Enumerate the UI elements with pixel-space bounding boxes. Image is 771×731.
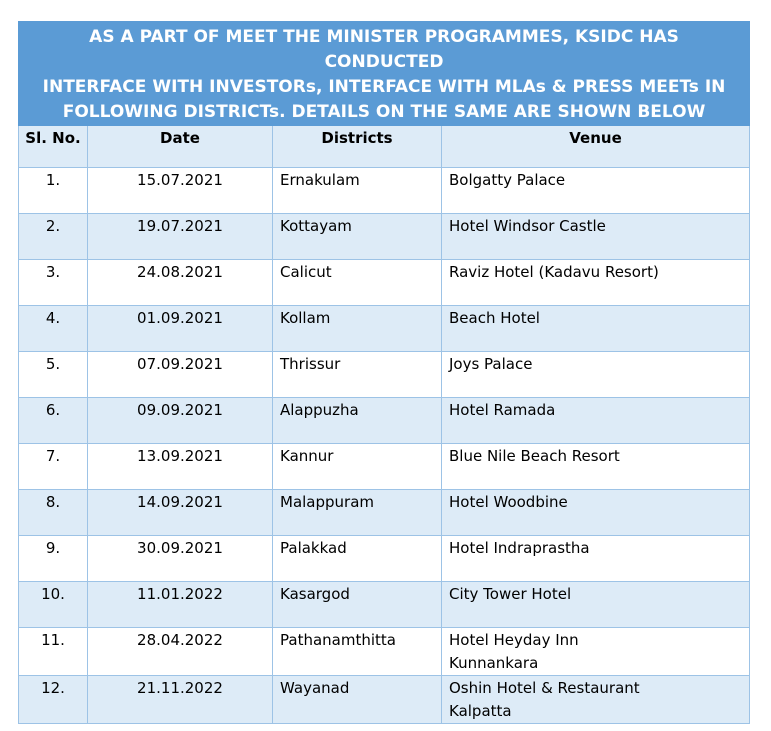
venue-line-1: Joys Palace — [449, 355, 533, 373]
sl-no-cell: 1. — [19, 168, 88, 214]
date-cell: 21.11.2022 — [88, 676, 273, 724]
sl-no-cell: 5. — [19, 352, 88, 398]
sl-no-cell: 10. — [19, 582, 88, 628]
sl-no-cell: 4. — [19, 306, 88, 352]
banner-line-1: AS A PART OF MEET THE MINISTER PROGRAMMES, KSIDC HAS CONDUCTED — [89, 27, 679, 72]
table-row — [19, 676, 750, 724]
date-cell: 19.07.2021 — [88, 214, 273, 260]
district-cell: Ernakulam — [273, 168, 442, 214]
venue-line-2: Kalpatta — [449, 702, 512, 720]
table-body — [19, 168, 750, 724]
sl-no-cell: 12. — [19, 676, 88, 724]
venue-cell — [442, 676, 750, 724]
header-row — [19, 126, 750, 168]
venue-line-1: Hotel Windsor Castle — [449, 217, 606, 235]
venue-line-1: Blue Nile Beach Resort — [449, 447, 620, 465]
banner-line-2: INTERFACE WITH INVESTORs, INTERFACE WITH MLAs & PRESS MEETs IN — [42, 77, 726, 97]
venue-cell — [442, 444, 750, 490]
district-cell: Pathanamthitta — [273, 628, 442, 676]
date-cell: 01.09.2021 — [88, 306, 273, 352]
date-cell: 11.01.2022 — [88, 582, 273, 628]
sl-no-cell: 3. — [19, 260, 88, 306]
district-cell: Kottayam — [273, 214, 442, 260]
date-cell: 28.04.2022 — [88, 628, 273, 676]
venue-line-1: Hotel Ramada — [449, 401, 556, 419]
venue-line-1: Hotel Heyday Inn — [449, 631, 579, 649]
venue-cell — [442, 490, 750, 536]
sl-no-cell: 7. — [19, 444, 88, 490]
district-cell: Alappuzha — [273, 398, 442, 444]
table-row — [19, 260, 750, 306]
district-cell: Malappuram — [273, 490, 442, 536]
district-cell: Calicut — [273, 260, 442, 306]
venue-cell — [442, 582, 750, 628]
venue-cell — [442, 306, 750, 352]
venue-line-1: Bolgatty Palace — [449, 171, 566, 189]
venue-line-1: Raviz Hotel (Kadavu Resort) — [449, 263, 659, 281]
district-cell: Wayanad — [273, 676, 442, 724]
district-cell: Kannur — [273, 444, 442, 490]
venue-line-1: Beach Hotel — [449, 309, 540, 327]
date-cell: 07.09.2021 — [88, 352, 273, 398]
table-row — [19, 214, 750, 260]
venue-cell — [442, 352, 750, 398]
table-row — [19, 536, 750, 582]
date-cell: 13.09.2021 — [88, 444, 273, 490]
venue-line-2: Kunnankara — [449, 654, 539, 672]
table-row — [19, 398, 750, 444]
sl-no-cell: 6. — [19, 398, 88, 444]
venue-line-1: Hotel Woodbine — [449, 493, 568, 511]
date-cell: 30.09.2021 — [88, 536, 273, 582]
table-row — [19, 582, 750, 628]
sl-no-cell: 11. — [19, 628, 88, 676]
meetings-table-container — [18, 21, 749, 724]
venue-cell — [442, 628, 750, 676]
table-row — [19, 168, 750, 214]
date-cell: 14.09.2021 — [88, 490, 273, 536]
district-cell: Thrissur — [273, 352, 442, 398]
venue-cell — [442, 260, 750, 306]
venue-line-1: Hotel Indraprastha — [449, 539, 590, 557]
date-cell: 15.07.2021 — [88, 168, 273, 214]
banner-line-3: FOLLOWING DISTRICTs. DETAILS ON THE SAME ARE SHOWN BELOW — [62, 102, 706, 122]
district-cell: Kollam — [273, 306, 442, 352]
column-header-date: Date — [88, 126, 273, 168]
meetings-table — [18, 21, 750, 724]
column-header-districts: Districts — [273, 126, 442, 168]
table-row — [19, 306, 750, 352]
venue-cell — [442, 168, 750, 214]
column-header-venue: Venue — [442, 126, 750, 168]
column-header-sl-no: Sl. No. — [19, 126, 88, 168]
table-row — [19, 628, 750, 676]
table-row — [19, 444, 750, 490]
venue-cell — [442, 214, 750, 260]
venue-cell — [442, 536, 750, 582]
date-cell: 09.09.2021 — [88, 398, 273, 444]
district-cell: Kasargod — [273, 582, 442, 628]
sl-no-cell: 8. — [19, 490, 88, 536]
table-banner — [19, 22, 750, 126]
venue-cell — [442, 398, 750, 444]
venue-line-1: City Tower Hotel — [449, 585, 572, 603]
venue-line-1: Oshin Hotel & Restaurant — [449, 679, 640, 697]
district-cell: Palakkad — [273, 536, 442, 582]
table-row — [19, 490, 750, 536]
date-cell: 24.08.2021 — [88, 260, 273, 306]
table-row — [19, 352, 750, 398]
sl-no-cell: 2. — [19, 214, 88, 260]
sl-no-cell: 9. — [19, 536, 88, 582]
